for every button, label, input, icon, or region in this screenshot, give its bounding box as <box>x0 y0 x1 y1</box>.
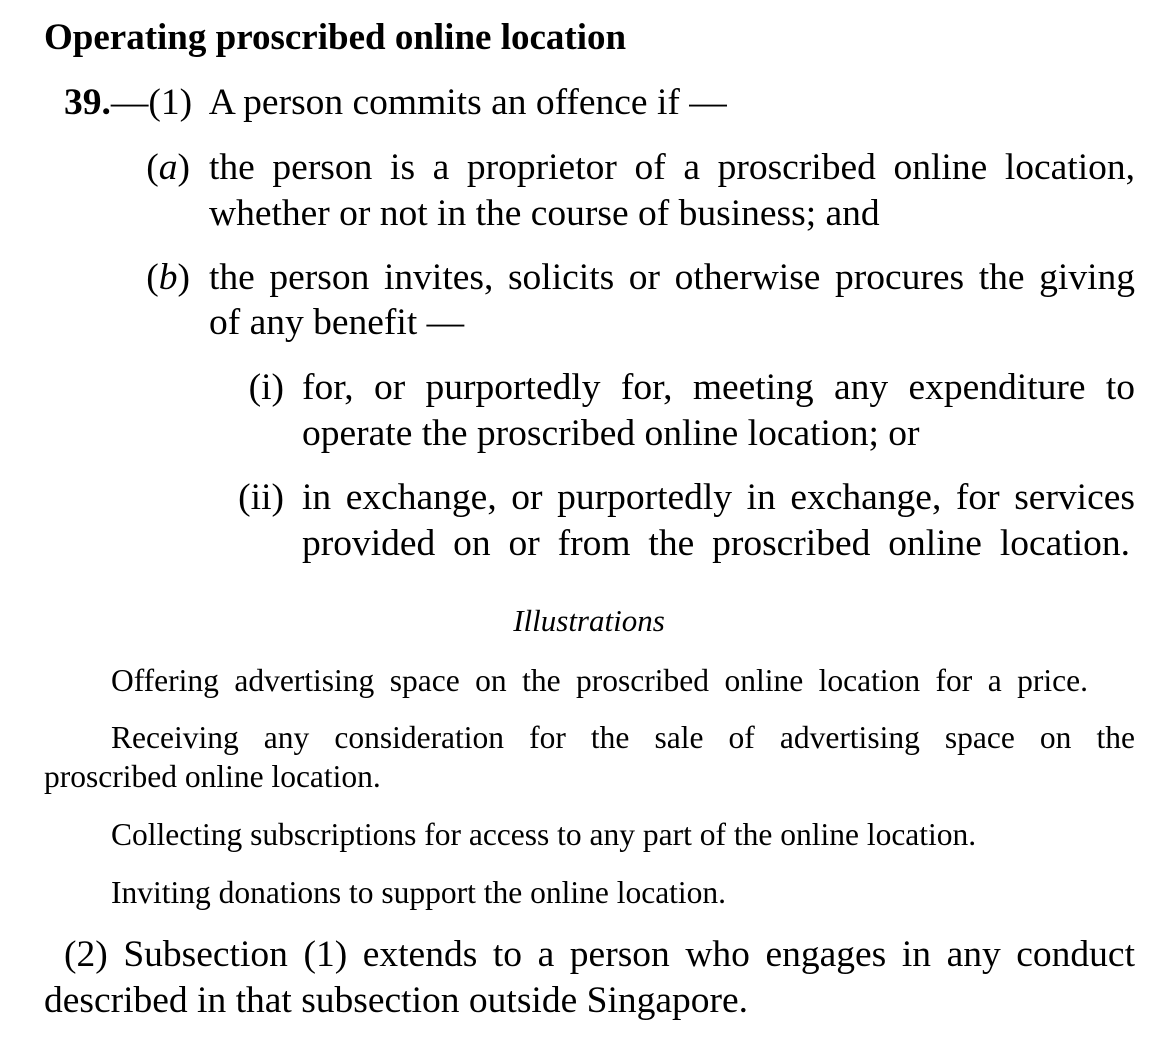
illustration-1: Offering advertising space on the proscribed online location for a price. <box>111 663 1088 698</box>
subsection-2-text-1: Subsection (1) extends to a person who engages in any conduct <box>123 934 1135 975</box>
section-dash: — <box>110 82 149 123</box>
subsection-2-line-1 <box>64 932 1135 978</box>
para-a-label: (a) <box>146 147 190 188</box>
sub-ii-line-2: provided on or from the proscribed online location. <box>302 523 1130 564</box>
subsection-1-intro: A person commits an offence if — <box>208 82 727 123</box>
subsection-1-intro-line <box>64 80 727 126</box>
sub-i-line-1: for, or purportedly for, meeting any expenditure to <box>302 367 1135 408</box>
para-b-label: (b) <box>146 257 190 298</box>
sub-ii-label: (ii) <box>238 477 284 518</box>
illustrations-title: Illustrations <box>513 603 665 638</box>
subsection-2-label: (2) <box>64 934 108 975</box>
illustration-2-line-1: Receiving any consideration for the sale of advertising space on the <box>111 720 1135 755</box>
sub-i-label: (i) <box>248 367 284 408</box>
para-b-line-1: the person invites, solicits or otherwise procures the giving <box>209 257 1135 298</box>
subsection-2-line-2: described in that subsection outside Singapore. <box>44 980 749 1021</box>
section-heading: Operating proscribed online location <box>44 17 627 58</box>
para-b-line-2: of any benefit — <box>209 302 465 343</box>
illustration-2-line-2: proscribed online location. <box>44 759 381 794</box>
sub-i-line-2: operate the proscribed online location; or <box>302 413 920 454</box>
illustration-3: Collecting subscriptions for access to any part of the online location. <box>111 817 977 852</box>
subsection-1-label: (1) <box>148 82 193 123</box>
sub-ii-line-1: in exchange, or purportedly in exchange, for services <box>302 477 1135 518</box>
section-number: 39. <box>64 82 111 123</box>
para-a-line-2: whether or not in the course of business; and <box>209 193 880 234</box>
illustration-4: Inviting donations to support the online location. <box>111 875 727 910</box>
para-a-line-1: the person is a proprietor of a proscribed online location, <box>209 147 1135 188</box>
